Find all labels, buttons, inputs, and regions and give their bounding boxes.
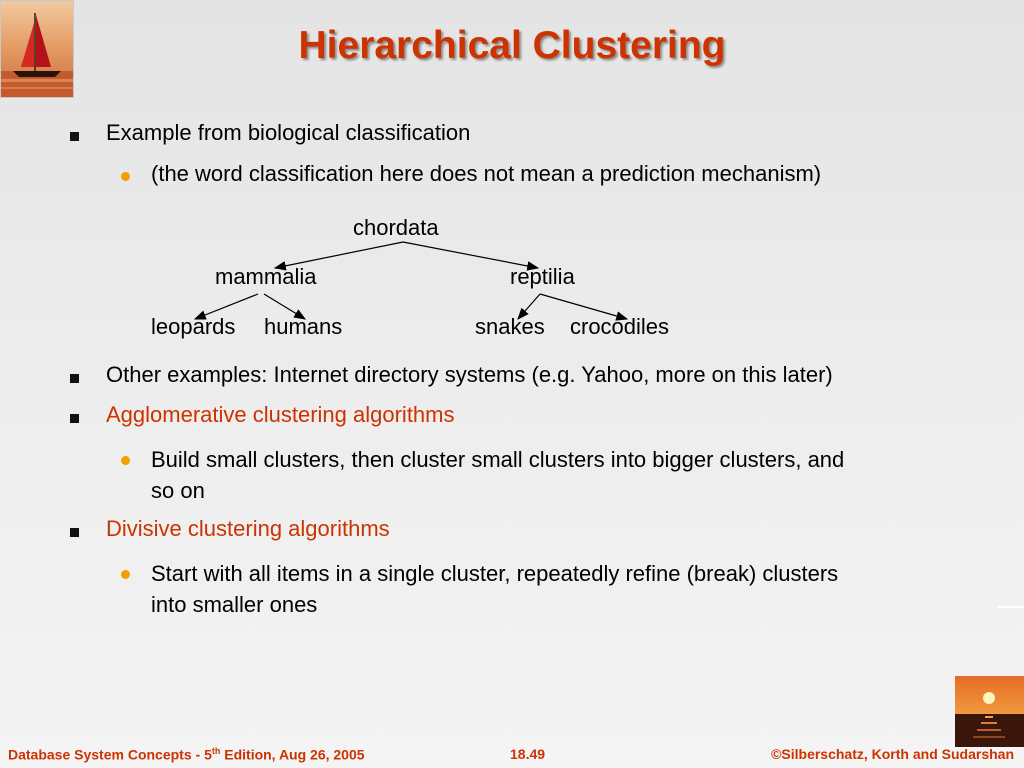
- bullet-square: [70, 410, 79, 428]
- bullet-text: Other examples: Internet directory systems (e.g. Yahoo, more on this later): [106, 362, 833, 387]
- bullet-text: Example from biological classification: [106, 120, 471, 145]
- footer-left-sup: th: [211, 746, 221, 756]
- footer-page-number: 18.49: [510, 746, 546, 762]
- bullet-dot: [121, 566, 130, 584]
- tree-node-snakes: snakes: [475, 314, 545, 339]
- tree-node-crocodiles: crocodiles: [570, 314, 670, 339]
- bullet-square: [70, 370, 79, 388]
- bullet-text-divisive: Divisive clustering algorithms: [106, 516, 390, 541]
- sub-bullet-text: [151, 558, 838, 620]
- decorative-line: [998, 606, 1024, 608]
- footer-left-prefix: Database System Concepts - 5: [8, 746, 212, 763]
- tree-node-humans: humans: [264, 314, 343, 339]
- bullet-text-agglomerative: Agglomerative clustering algorithms: [106, 402, 455, 427]
- tree-node-mammalia: mammalia: [215, 264, 317, 289]
- tree-node-root: chordata: [353, 215, 439, 240]
- tree-node-reptilia: reptilia: [510, 264, 575, 289]
- slide-title: Hierarchical Clustering: [298, 24, 726, 67]
- footer-left-suffix: Edition, Aug 26, 2005: [220, 746, 365, 763]
- sub-bullet-line: Start with all items in a single cluster, repeatedly refine (break) clusters: [151, 561, 839, 586]
- bullet-dot: [121, 452, 130, 470]
- sub-bullet-text: (the word classification here does not mean a prediction mechanism): [151, 161, 822, 186]
- tree-node-leopards: leopards: [151, 314, 236, 339]
- sub-bullet-text: [151, 444, 844, 506]
- bullet-square: [70, 524, 79, 542]
- footer-left: [8, 746, 365, 763]
- sub-bullet-line: so on: [151, 478, 205, 503]
- sunset-icon: [955, 676, 1024, 747]
- footer-right: ©Silberschatz, Korth and Sudarshan: [771, 746, 1014, 762]
- sub-bullet-line: into smaller ones: [151, 592, 318, 617]
- sub-bullet-line: Build small clusters, then cluster small clusters into bigger clusters, and: [151, 447, 845, 472]
